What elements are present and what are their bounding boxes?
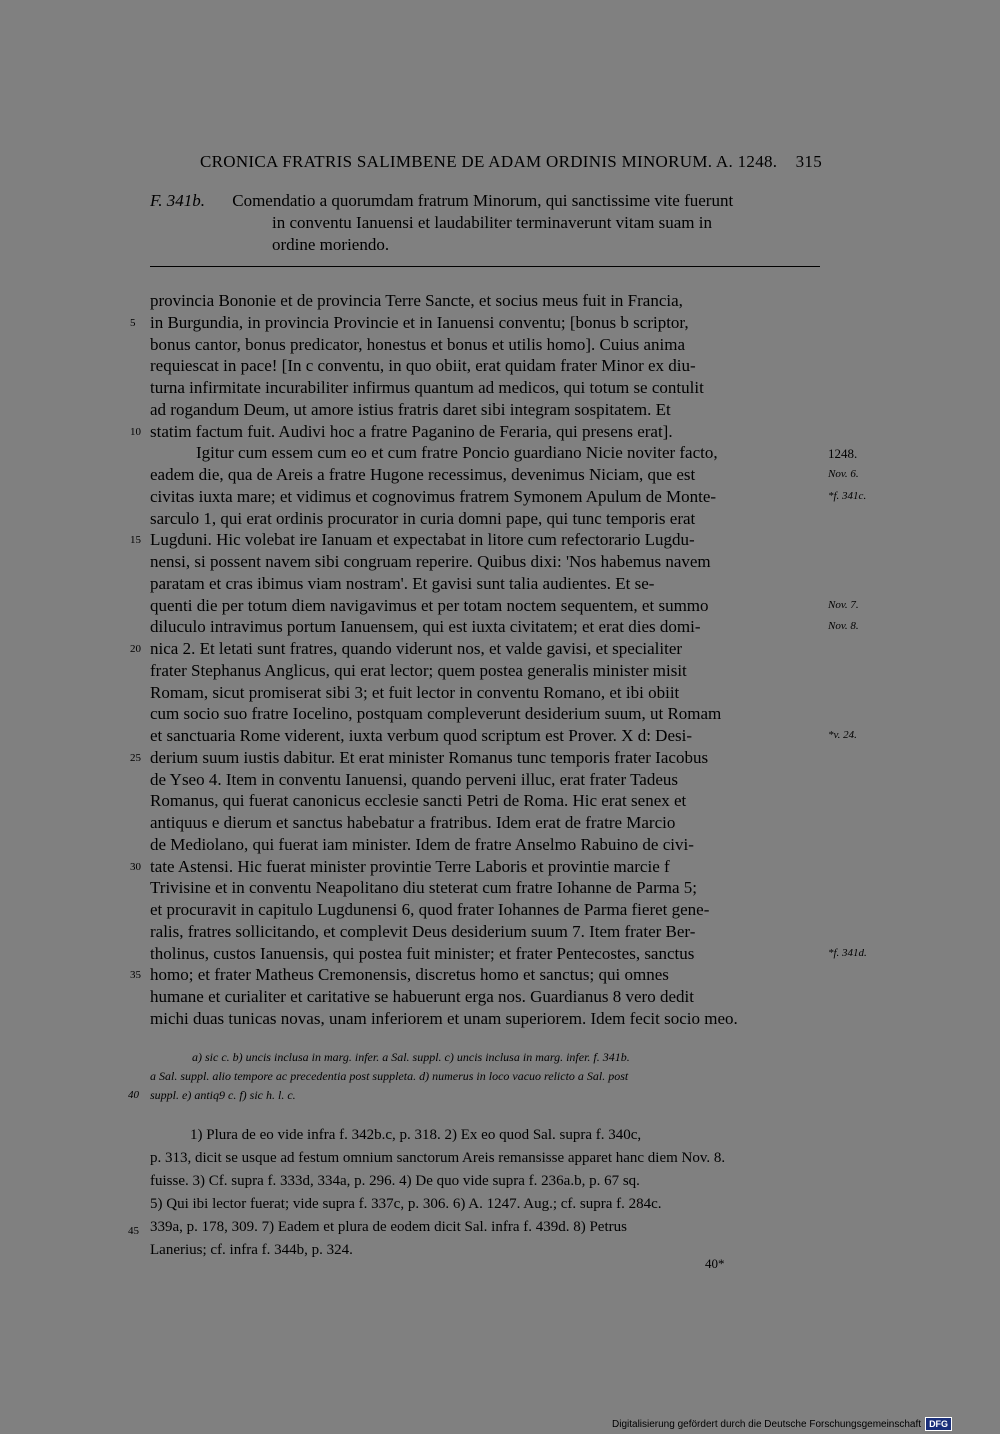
footnote-line: 5) Qui ibi lector fuerat; vide supra f. 337c, p. 306. 6) A. 1247. Aug.; cf. supra f. 284c. — [150, 1196, 662, 1212]
text-line: Trivisine et in conventu Neapolitano diu steterat cum fratre Iohanne de Parma 5; — [150, 878, 697, 898]
signature-mark: 40* — [705, 1256, 725, 1271]
footnotes — [128, 1124, 820, 1262]
line-number: 20 — [130, 643, 141, 655]
margin-note: *f. 341c. — [828, 489, 867, 502]
margin-note: Nov. 7. — [828, 598, 859, 611]
text-line: de Mediolano, qui fuerat iam minister. Idem de fratre Anselmo Rabuino de civi- — [150, 834, 694, 854]
variant-note-line: a Sal. suppl. alio tempore ac precedentia post suppleta. d) numerus in loco vacuo relicto a Sal. post — [150, 1069, 629, 1083]
text-line: Lugduni. Hic volebat ire Ianuam et expectabat in litore cum refectorario Lugdu- — [150, 530, 695, 550]
text-line: provincia Bononie et de provincia Terre Sancte, et socius meus fuit in Francia, — [150, 291, 683, 310]
text-line: sarculo 1, qui erat ordinis procurator in curia domni pape, qui tunc temporis erat — [150, 508, 696, 528]
footnote-line: 339a, p. 178, 309. 7) Eadem et plura de eodem dicit Sal. infra f. 439d. 8) Petrus — [150, 1219, 627, 1235]
text-line: Romanus, qui fuerat canonicus ecclesie sancti Petri de Roma. Hic erat senex et — [150, 791, 687, 811]
caption-line-2: in conventu Ianuensi et laudabiliter terminaverunt vitam suam in — [272, 213, 712, 232]
horizontal-rule — [150, 266, 820, 267]
margin-note: *f. 341d. — [828, 946, 867, 959]
text-line: nensi, si possent navem sibi congruam reperire. Quibus dixi: 'Nos habemus navem — [150, 552, 711, 571]
line-number: 40 — [128, 1089, 139, 1101]
margin-note: 1248. — [828, 446, 858, 462]
margin-note: *v. 24. — [828, 729, 857, 741]
text-line: homo; et frater Matheus Cremonensis, discretus homo et sanctus; qui omnes — [150, 965, 669, 985]
text-line: de Yseo 4. Item in conventu Ianuensi, quando perveni illuc, erat frater Tadeus — [150, 769, 678, 789]
text-line: tholinus, custos Ianuensis, qui postea fuit minister; et frater Pentecostes, sanctus — [150, 943, 695, 963]
text-line: nica 2. Et letati sunt fratres, quando viderunt nos, et valde gavisi, et specialiter — [150, 639, 683, 658]
line-number: 10 — [130, 425, 141, 438]
text-line: in Burgundia, in provincia Provincie et in Ianuensi conventu; [bonus b scriptor, — [150, 312, 689, 332]
text-line: turna infirmitate incurabiliter infirmus quantum ad medicos, qui totum se contulit — [150, 378, 704, 397]
folio-reference: F. 341b. — [150, 191, 205, 210]
text-line: quenti die per totum diem navigavimus et per totam noctem sequentem, et summo — [150, 595, 709, 615]
text-line: frater Stephanus Anglicus, qui erat lector; quem postea generalis minister misit — [150, 660, 687, 680]
variant-note-line: suppl. e) antiq9 c. f) sic h. l. c. — [150, 1088, 296, 1102]
variant-notes — [128, 1048, 820, 1105]
text-line: eadem die, qua de Areis a fratre Hugone recessimus, devenimus Niciam, que est — [150, 465, 696, 484]
page-number: 315 — [795, 152, 822, 171]
footnote-line: 1) Plura de eo vide infra f. 342b.c, p. 318. 2) Ex eo quod Sal. supra f. 340c, — [190, 1127, 642, 1143]
main-text — [150, 290, 820, 1030]
text-line: tate Astensi. Hic fuerat minister provintie Terre Laboris et provintie marcie f — [150, 856, 670, 876]
text-line: Romam, sicut promiserat sibi 3; et fuit lector in conventu Romano, et ibi obiit — [150, 682, 680, 702]
line-number: 5 — [130, 316, 136, 329]
text-line: diluculo intravimus portum Ianuensem, qui est iuxta civitatem; et erat dies domi- — [150, 617, 701, 637]
text-line: cum socio suo fratre Iocelino, postquam compleverunt desiderium suum, ut Romam — [150, 704, 722, 724]
text-line: paratam et cras ibimus viam nostram'. Et gavisi sunt talia audientes. Et se- — [150, 573, 655, 593]
line-number: 45 — [128, 1225, 139, 1237]
line-number: 25 — [130, 751, 141, 764]
text-line: et procuravit in capitulo Lugdunensi 6, quod frater Iohannes de Parma fieret gene- — [150, 900, 710, 919]
line-number: 30 — [130, 860, 141, 873]
line-number: 15 — [130, 534, 141, 547]
margin-note: Nov. 6. — [828, 468, 859, 480]
margin-note: Nov. 8. — [828, 620, 859, 633]
footnote-line: Lanerius; cf. infra f. 344b, p. 324. — [150, 1242, 353, 1258]
text-line: et sanctuaria Rome viderent, iuxta verbum quod scriptum est Prover. X d: Desi- — [150, 726, 692, 745]
caption-line-3: ordine moriendo. — [272, 235, 390, 254]
line-number: 35 — [130, 969, 141, 982]
text-line: humane et curialiter et caritative se habuerunt erga nos. Guardianus 8 vero dedit — [150, 987, 694, 1006]
text-line: antiquus e dierum et sanctus habebatur a fratribus. Idem erat de fratre Marcio — [150, 813, 676, 832]
text-line: derium suum iustis dabitur. Et erat minister Romanus tunc temporis frater Iacobus — [150, 747, 709, 767]
text-line: michi duas tunicas novas, unam inferiorem et unam superiorem. Idem fecit socio meo. — [150, 1008, 738, 1028]
variant-note-line: a) sic c. b) uncis inclusa in marg. infer. a Sal. suppl. c) uncis inclusa in marg. infer. f. 341b. — [192, 1050, 630, 1064]
dfg-logo-icon: DFG — [925, 1417, 952, 1431]
text-line: ad rogandum Deum, ut amore istius fratris daret sibi integram sospitatem. Et — [150, 399, 671, 419]
funding-credit — [612, 1417, 952, 1431]
text-line: ralis, fratres sollicitando, et complevit Deus desiderium suum 7. Item frater Ber- — [150, 921, 696, 941]
running-title: CRONICA FRATRIS SALIMBENE DE ADAM ORDINIS MINORUM. A. 1248. — [200, 152, 778, 171]
running-header — [150, 152, 822, 172]
footnote-line: fuisse. 3) Cf. supra f. 333d, 334a, p. 296. 4) De quo vide supra f. 236a.b, p. 67 sq. — [150, 1173, 640, 1189]
section-caption — [150, 190, 822, 256]
caption-line-1: Comendatio a quorumdam fratrum Minorum, qui sanctissime vite fuerunt — [232, 191, 734, 210]
text-line: civitas iuxta mare; et vidimus et cognovimus fratrem Symonem Apulum de Monte- — [150, 486, 717, 506]
text-line: statim factum fuit. Audivi hoc a fratre Paganino de Feraria, qui presens erat]. — [150, 421, 673, 441]
text-line: Igitur cum essem cum eo et cum fratre Poncio guardiano Nicie noviter facto, — [196, 443, 718, 463]
footnote-line: p. 313, dicit se usque ad festum omnium sanctorum Areis remansisse apparet hanc diem Nov. 8. — [150, 1150, 726, 1166]
text-line: requiescat in pace! [In c conventu, in quo obiit, erat quidam frater Minor ex diu- — [150, 356, 696, 376]
funding-credit-text: Digitalisierung gefördert durch die Deutsche Forschungsgemeinschaft — [612, 1418, 922, 1430]
text-line: bonus cantor, bonus predicator, honestus et bonus et utilis homo]. Cuius anima — [150, 334, 686, 354]
